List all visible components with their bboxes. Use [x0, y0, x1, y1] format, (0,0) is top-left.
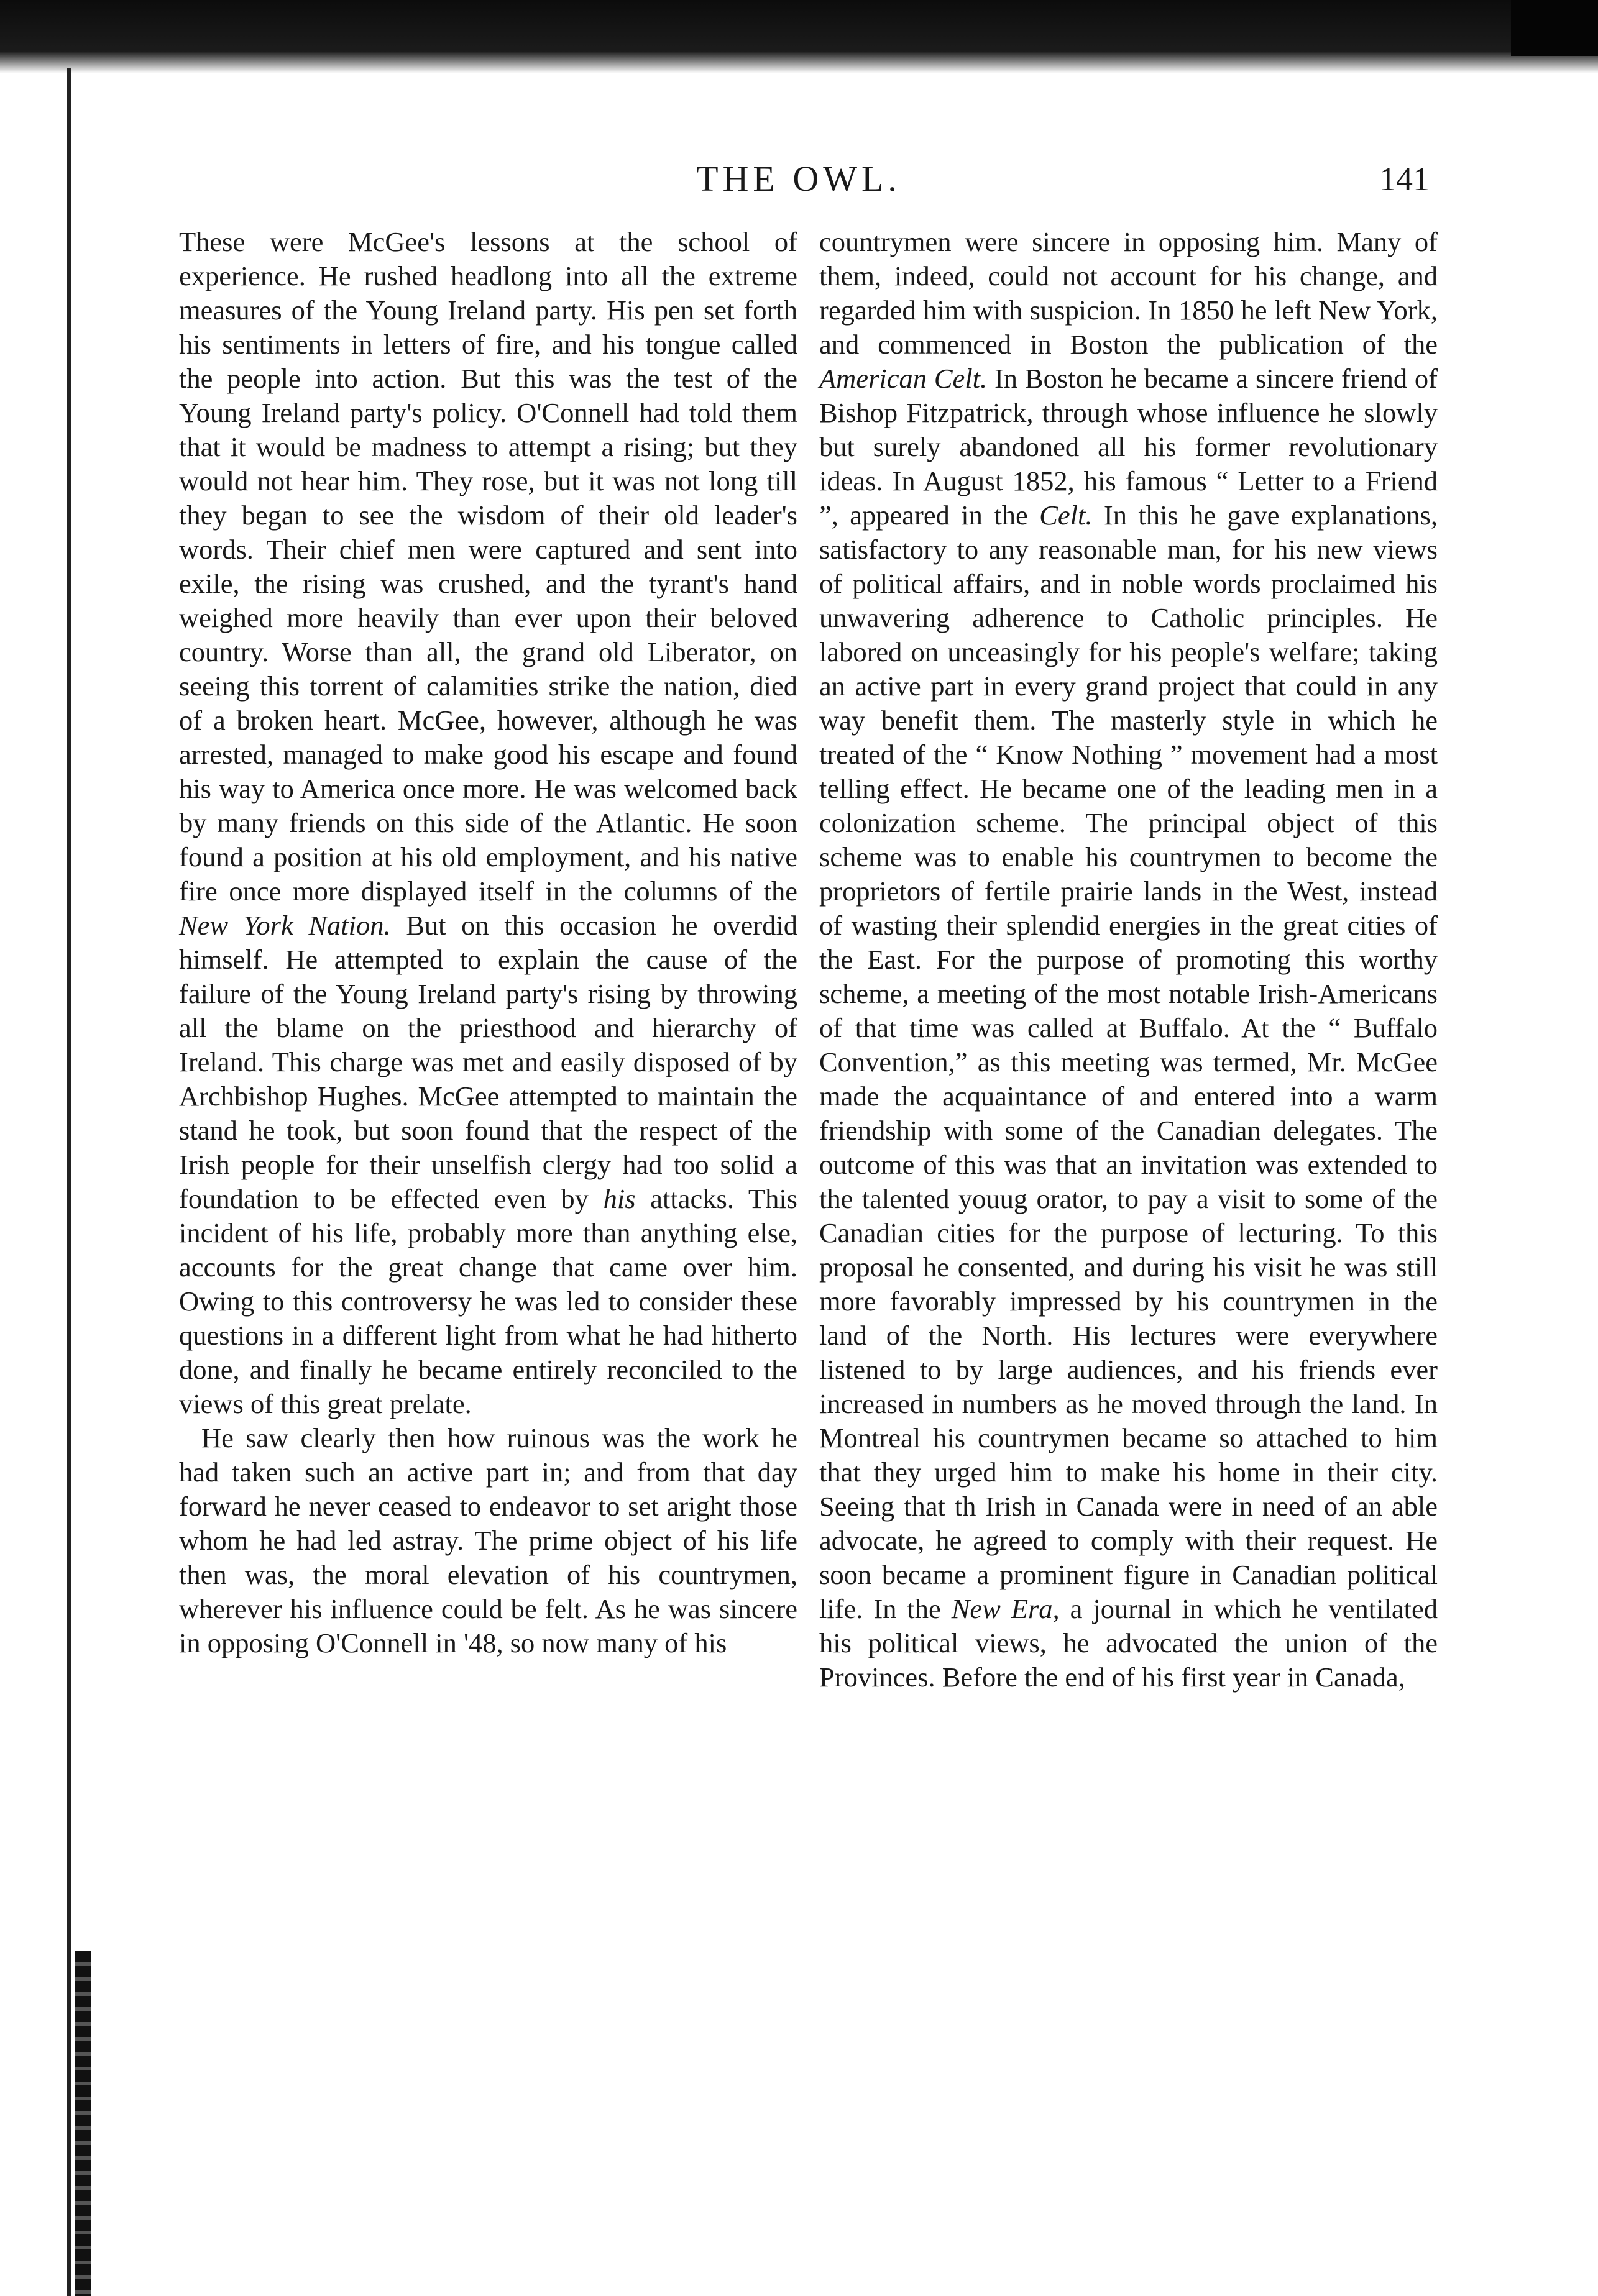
paragraph-text: countrymen were sincere in opposing him. Many of them, indeed, could not account for his change, and regarded him with suspicion. In 1850 he left New York, and commenced in Boston the publication of the	[819, 226, 1438, 360]
italic-title-text: his	[603, 1183, 636, 1214]
running-header	[168, 154, 1430, 204]
article-paragraph	[819, 225, 1438, 1695]
paragraph-text: But on this occasion he overdid himself. He attempted to explain the cause of the failure of the Young Ireland party's rising by throwing all the blame on the priesthood and hierarchy of Ireland. This charge was met and easily disposed of by Archbishop Hughes. McGee attempted to maintain the stand he took, but soon found that the respect of the Irish people for their unselfish clergy had too solid a foundation to be effected even by	[179, 910, 797, 1214]
italic-title-text: American Celt.	[819, 363, 988, 394]
running-title: THE OWL.	[696, 158, 901, 199]
page-top-corner	[1511, 0, 1598, 56]
paragraph-text: a journal in which he ventilated his political views, he advocated the union of the Provinces. Before the end of his first year in Canada,	[819, 1593, 1438, 1693]
article-paragraph	[179, 1421, 797, 1660]
italic-title-text: New York Nation.	[179, 910, 391, 941]
page-left-gutter	[67, 68, 71, 2296]
right-column	[819, 225, 1438, 1695]
article-paragraph	[179, 225, 797, 1421]
paragraph-text: In this he gave explanations, satisfactory to any reasonable man, for his new views of political affairs, and in noble words proclaimed his unwavering adherence to Catholic principles. He labored on unceasingly for his people's welfare; taking an active part in every grand project that could in any way benefit them. The masterly style in which he treated of the “ Know Nothing ” movement had a most telling effect. He became one of the leading men in a colonization scheme. The principal object of this scheme was to enable his countrymen to become the proprietors of fertile prairie lands in the West, instead of wasting their splendid energies in the great cities of the East. For the purpose of promoting this worthy scheme, a meeting of the most notable Irish-Americans of that time was called at Buffalo. At the “ Buffalo Convention,” as this meeting was termed, Mr. McGee made the acquaintance of and entered into a warm friendship with some of the Canadian delegates. The outcome of this was that an invitation was extended to the talented youug orator, to pay a visit to some of the Canadian cities for the purpose of lecturing. To this proposal he consented, and during his visit he was still more favorably impressed by his countrymen in the land of the North. His lectures were everywhere listened to by large audiences, and his friends ever increased in numbers as he moved through the land. In Montreal his countrymen became so attached to him that they urged him to make his home in their city. Seeing that th Irish in Canada were in need of an able advocate, he agreed to comply with their request. He soon became a prominent figure in Canadian political life. In the	[819, 500, 1438, 1624]
page-binding-edge	[75, 1951, 91, 2296]
paragraph-text: attacks. This incident of his life, probably more than anything else, accounts for the great change that came over him. Owing to this controversy he was led to consider these questions in a different light from what he had hitherto done, and finally he became entirely reconciled to the views of this great prelate.	[179, 1183, 798, 1419]
page-number: 141	[1379, 160, 1430, 198]
left-column	[179, 225, 797, 1660]
italic-title-text: Celt.	[1039, 500, 1093, 531]
paragraph-text: These were McGee's lessons at the school of experience. He rushed headlong into all the extreme measures of the Young Ireland party. His pen set forth his sentiments in letters of fire, and his tongue called the people into action. But this was the test of the Young Ireland party's policy. O'Connell had told them that it would be madness to attempt a rising; but they would not hear him. They rose, but it was not long till they began to see the wisdom of their old leader's words. Their chief men were captured and sent into exile, the rising was crushed, and the tyrant's hand weighed more heavily than ever upon their beloved country. Worse than all, the grand old Liberator, on seeing this torrent of calamities strike the nation, died of a broken heart. McGee, however, although he was arrested, managed to make good his escape and found his way to America once more. He was welcomed back by many friends on this side of the Atlantic. He soon found a position at his old employment, and his native fire once more displayed itself in the columns of the	[179, 226, 797, 907]
page-top-edge	[0, 0, 1598, 73]
italic-title-text: New Era,	[951, 1593, 1060, 1624]
paragraph-text: In Boston he became a sincere friend of Bishop Fitzpatrick, through whose influence he slowly but surely abandoned all his former revolutionary ideas. In August 1852, his famous “ Letter to a Friend ”, appeared in the	[819, 363, 1438, 531]
paragraph-text: He saw clearly then how ruinous was the work he had taken such an active part in; and from that day forward he never ceased to endeavor to set aright those whom he had led astray. The prime object of his life then was, the moral elevation of his countrymen, wherever his influence could be felt. As he was sincere in opposing O'Connell in '48, so now many of his	[179, 1422, 797, 1658]
